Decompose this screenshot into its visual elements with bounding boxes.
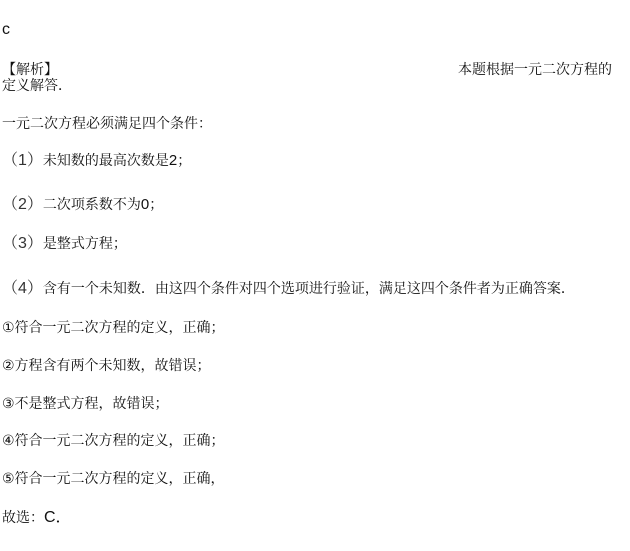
condition-2-end: ； xyxy=(149,197,164,213)
condition-4 xyxy=(2,281,575,297)
condition-3-number: （3） xyxy=(2,235,43,252)
check-1: ①符合一元二次方程的定义，正确； xyxy=(2,320,225,336)
condition-2-value: 0 xyxy=(140,196,150,213)
check-4: ④符合一元二次方程的定义，正确； xyxy=(2,433,225,449)
condition-2-number: （2） xyxy=(2,196,43,213)
condition-3 xyxy=(2,236,127,252)
condition-4-number: （4） xyxy=(2,280,43,297)
condition-1-text: 未知数的最高次数是 xyxy=(42,153,169,169)
condition-3-text: 是整式方程； xyxy=(42,236,127,252)
analysis-label: 【解析】 xyxy=(2,62,58,78)
condition-2-text: 二次项系数不为 xyxy=(42,197,141,213)
analysis-intro-right: 本题根据一元二次方程的 xyxy=(458,62,612,78)
check-5: ⑤符合一元二次方程的定义，正确， xyxy=(2,471,225,487)
answer-letter: c xyxy=(2,21,10,38)
conclusion xyxy=(2,510,72,526)
conclusion-prefix: 故选： xyxy=(2,510,44,526)
rule-intro: 一元二次方程必须满足四个条件： xyxy=(2,116,212,132)
condition-1-number: （1） xyxy=(2,152,43,169)
condition-2 xyxy=(2,197,163,213)
analysis-intro-cont: 定义解答． xyxy=(2,78,72,94)
condition-1 xyxy=(2,153,191,169)
check-3: ③不是整式方程，故错误； xyxy=(2,396,169,412)
check-2: ②方程含有两个未知数，故错误； xyxy=(2,358,211,374)
condition-4-text: 含有一个未知数．由这四个条件对四个选项进行验证，满足这四个条件者为正确答案． xyxy=(42,281,575,297)
condition-1-value: 2 xyxy=(168,152,178,169)
conclusion-value: C． xyxy=(44,509,72,526)
condition-1-end: ； xyxy=(177,153,192,169)
